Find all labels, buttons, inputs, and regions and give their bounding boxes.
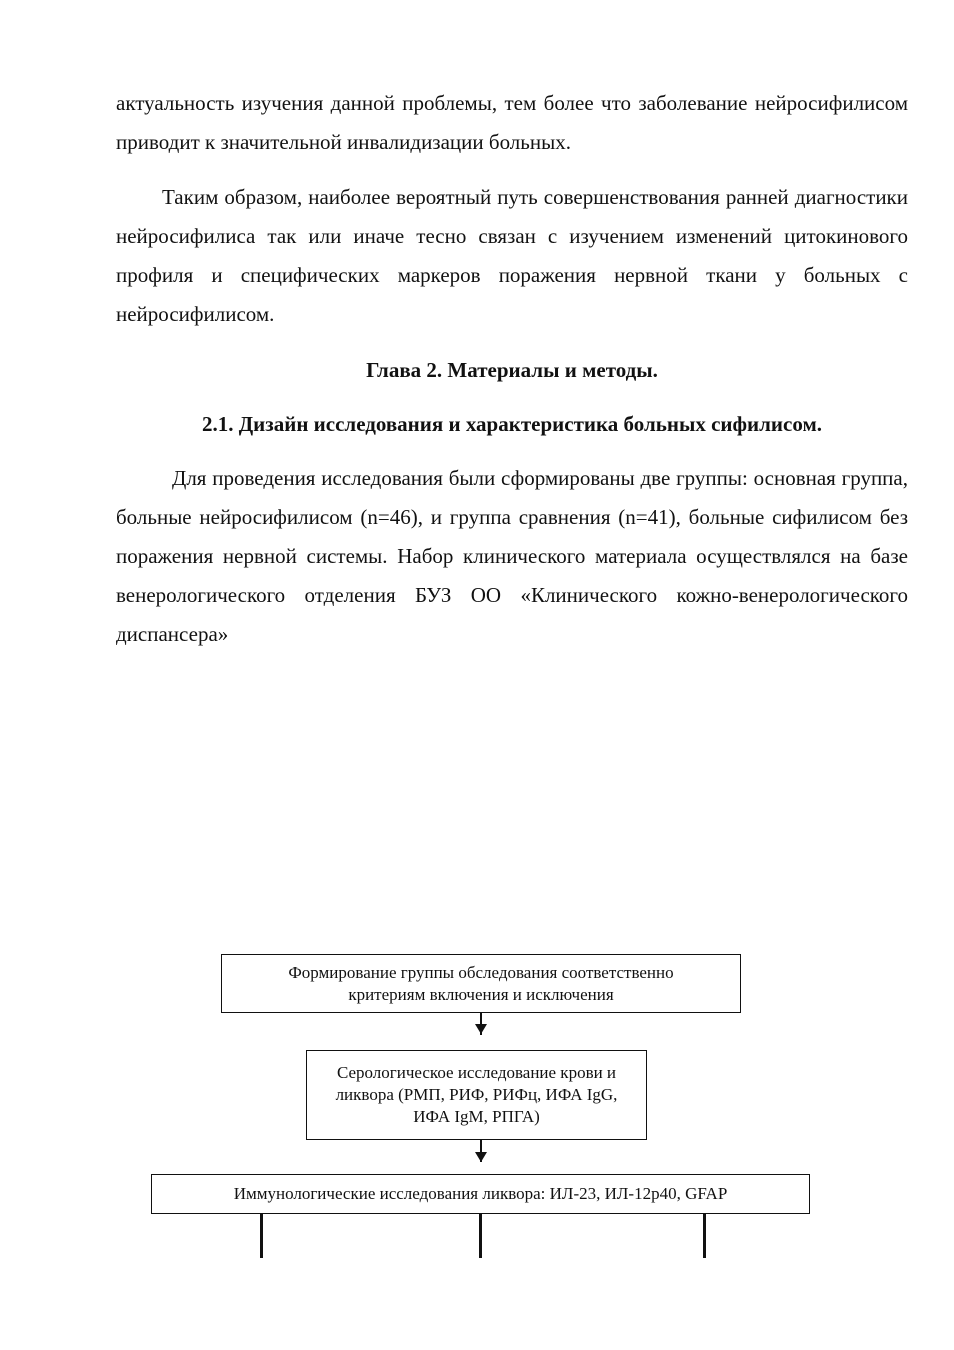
arrow-down-icon	[475, 1152, 487, 1162]
flow-box-2-line-1: Серологическое исследование крови и	[336, 1063, 617, 1082]
chapter-heading-block	[116, 355, 908, 385]
paragraph-block-3	[116, 459, 908, 654]
paragraph-3: Для проведения исследования были сформированы две группы: основная группа, больные нейросифилисом (n=46), и группа сравнения (n=41), больные сифилисом без поражения нервной системы. Набор клинического материала осуществлялся на базе венерологического отделения БУЗ ОО «Клинического кожно-венерологического диспансера»	[116, 466, 908, 646]
connector-line-left	[260, 1214, 263, 1258]
flow-box-immunology	[151, 1174, 810, 1214]
paragraph-2: Таким образом, наиболее вероятный путь совершенствования ранней диагностики нейросифилиса так или иначе тесно связан с изучением изменений цитокинового профиля и специфических маркеров поражения нервной ткани у больных с нейросифилисом.	[116, 185, 908, 326]
flow-box-2-line-3: ИФА IgM, РПГА)	[413, 1107, 540, 1126]
paragraph-continuation	[116, 84, 908, 162]
flow-box-2-line-2: ликвора (РМП, РИФ, РИФц, ИФА IgG,	[335, 1085, 618, 1104]
paragraph-1: актуальность изучения данной проблемы, тем более что заболевание нейросифилисом приводит к значительной инвалидизации больных.	[116, 91, 908, 154]
flow-box-serology	[306, 1050, 647, 1140]
connector-line-right	[703, 1214, 706, 1258]
section-heading: 2.1. Дизайн исследования и характеристика больных сифилисом.	[201, 412, 823, 436]
flow-box-group-formation	[221, 954, 741, 1013]
paragraph-block-2	[116, 178, 908, 334]
flow-box-1-line-1: Формирование группы обследования соответственно	[288, 962, 674, 982]
flow-box-1-line-2: критериям включения и исключения	[348, 984, 614, 1004]
flow-box-3-text: Иммунологические исследования ликвора: ИЛ-23, ИЛ-12р40, GFAP	[233, 1184, 728, 1203]
arrow-down-icon	[475, 1024, 487, 1034]
connector-line-center	[479, 1214, 482, 1258]
chapter-heading: Глава 2. Материалы и методы.	[366, 358, 658, 382]
section-heading-block	[116, 409, 908, 439]
